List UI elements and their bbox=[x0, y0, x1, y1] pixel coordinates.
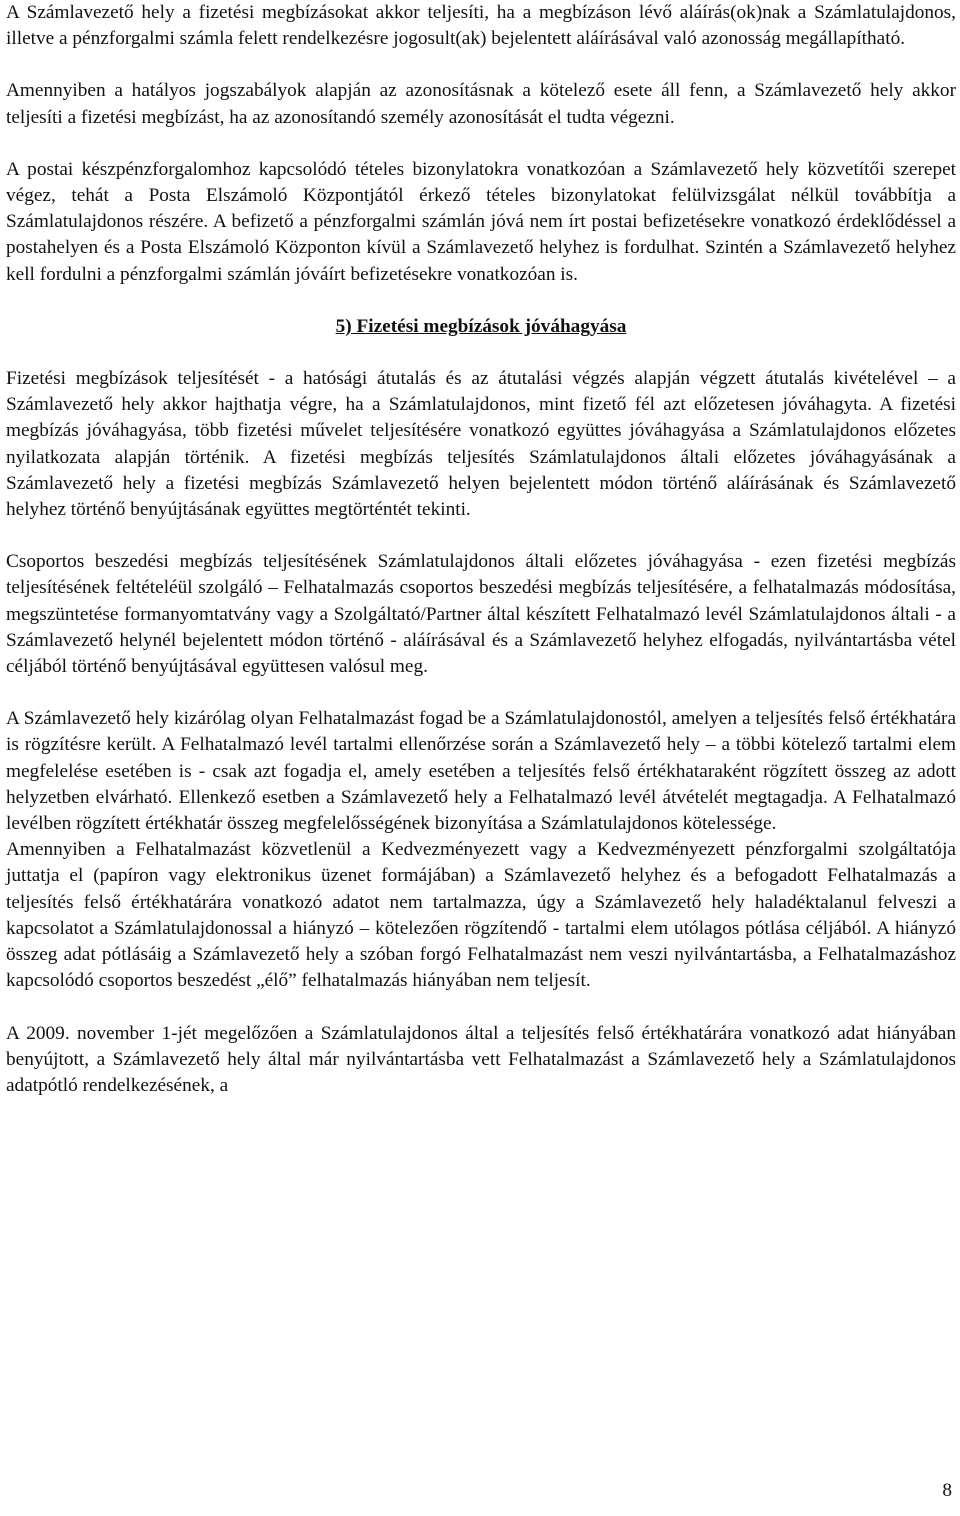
paragraph-payment-approval: Fizetési megbízások teljesítését - a hatósági átutalás és az átutalási végzés alapján végzett átutalás kivételével – a Számlavezető hely akkor hajthatja végre, ha a Számlatulajdonos, mint fizető fél azt előzetesen jóváhagyta. A fizetési megbízás jóváhagyása, több fizetési művelet teljesítésére vonatkozó együttes jóváhagyása a Számlatulajdonos előzetes nyilatkozata alapján történik. A fizetési megbízás teljesítés Számlatulajdonos általi előzetes jóváhagyásának a Számlavezető hely a fizetési megbízás Számlavezető helyen bejelentett módon történő aláírásának és Számlavezető helyhez történő benyújtásának együttes megtörténtét tekinti. bbox=[6, 368, 956, 521]
document-page bbox=[6, 0, 956, 1099]
paragraph-direct-debit-approval: Csoportos beszedési megbízás teljesítésének Számlatulajdonos általi előzetes jóváhagyása - ezen fizetési megbízás teljesítésének feltételéül szolgáló – Felhatalmazás csoportos beszedési megbízás teljesítésére, a felhatalmazás módosítása, megszüntetése formanyomtatvány vagy a Szolgáltató/Partner által készített Felhatalmazó levél Számlatulajdonos általi - a Számlavezető helynél bejelentett módon történő - aláírásával és a Számlavezető helyhez elfogadás, nyilvántartásba vétel céljából történő benyújtásával együttesen valósul meg. bbox=[6, 551, 956, 678]
paragraph-missing-limit: Amennyiben a Felhatalmazást közvetlenül a Kedvezményezett vagy a Kedvezményezett pénzforgalmi szolgáltatója juttatja el (papíron vagy elektronikus üzenet formájában) a Számlavezető helyhez és a befogadott Felhatalmazás a teljesítés felső értékhatárára vonatkozó adatot nem tartalmazza, úgy a Számlavezető hely haladéktalanul felveszi a kapcsolatot a Számlatulajdonossal a hiányzó – kötelezően rögzítendő - tartalmi elem utólagos pótlása céljából. A hiányzó összeg adat pótlásáig a Számlavezető hely a szóban forgó Felhatalmazást nem veszi nyilvántartásba, a Felhatalmazáshoz kapcsolódó csoportos beszedést „élő” felhatalmazás hiányában nem teljesít. bbox=[6, 839, 956, 992]
paragraph-pre-2009: A 2009. november 1-jét megelőzően a Számlatulajdonos által a teljesítés felső értékhatárára vonatkozó adat hiányában benyújtott, a Számlavezető hely által már nyilvántartásba vett Felhatalmazást a Számlavezető hely a Számlatulajdonos adatpótló rendelkezésének, a bbox=[6, 1022, 956, 1096]
paragraph-signature-verification: A Számlavezető hely a fizetési megbízásokat akkor teljesíti, ha a megbízáson lévő aláírás(ok)nak a Számlatulajdonos, illetve a pénzforgalmi számla felett rendelkezésre jogosult(ak) bejelentett aláírásával való azonosság megállapítható. bbox=[6, 2, 956, 50]
section-heading bbox=[6, 314, 956, 340]
paragraph-postal-cash: A postai készpénzforgalomhoz kapcsolódó tételes bizonylatokra vonatkozóan a Számlavezető hely közvetítői szerepet végez, tehát a Posta Elszámoló Központjától érkező tételes bizonylatokat felülvizsgálat nélkül továbbítja a Számlatulajdonos részére. A befizető a pénzforgalmi számlán jóvá nem írt postai befizetésekre vonatkozó érdeklődéssel a postahelyen és a Posta Elszámoló Központon kívül a Számlavezető helyhez is fordulhat. Szintén a Számlavezető helyhez kell fordulni a pénzforgalmi számlán jóváírt befizetésekre vonatkozóan is. bbox=[6, 158, 956, 285]
paragraph-identification: Amennyiben a hatályos jogszabályok alapján az azonosításnak a kötelező esete áll fenn, a Számlavezető hely akkor teljesíti a fizetési megbízást, ha az azonosítandó személy azonosítását el tudta végezni. bbox=[6, 80, 956, 128]
paragraph-authorization-limit: A Számlavezető hely kizárólag olyan Felhatalmazást fogad be a Számlatulajdonostól, amelyen a teljesítés felső értékhatára is rögzítésre került. A Felhatalmazó levél tartalmi ellenőrzése során a Számlavezető hely – a többi kötelező tartalmi elem megfelelése esetében is - csak azt fogadja el, amely esetében a teljesítés felső értékhataraként rögzített összeg az adott helyzetben elvárható. Ellenkező esetben a Számlavezető hely a Felhatalmazó levél átvételét megtagadja. A Felhatalmazó levélben rögzített értékhatár összeg megfelelősségének bizonyítása a Számlatulajdonos kötelessége. bbox=[6, 708, 956, 835]
section-heading-text: 5) Fizetési megbízások jóváhagyása bbox=[335, 315, 627, 337]
page-number: 8 bbox=[942, 1480, 952, 1501]
